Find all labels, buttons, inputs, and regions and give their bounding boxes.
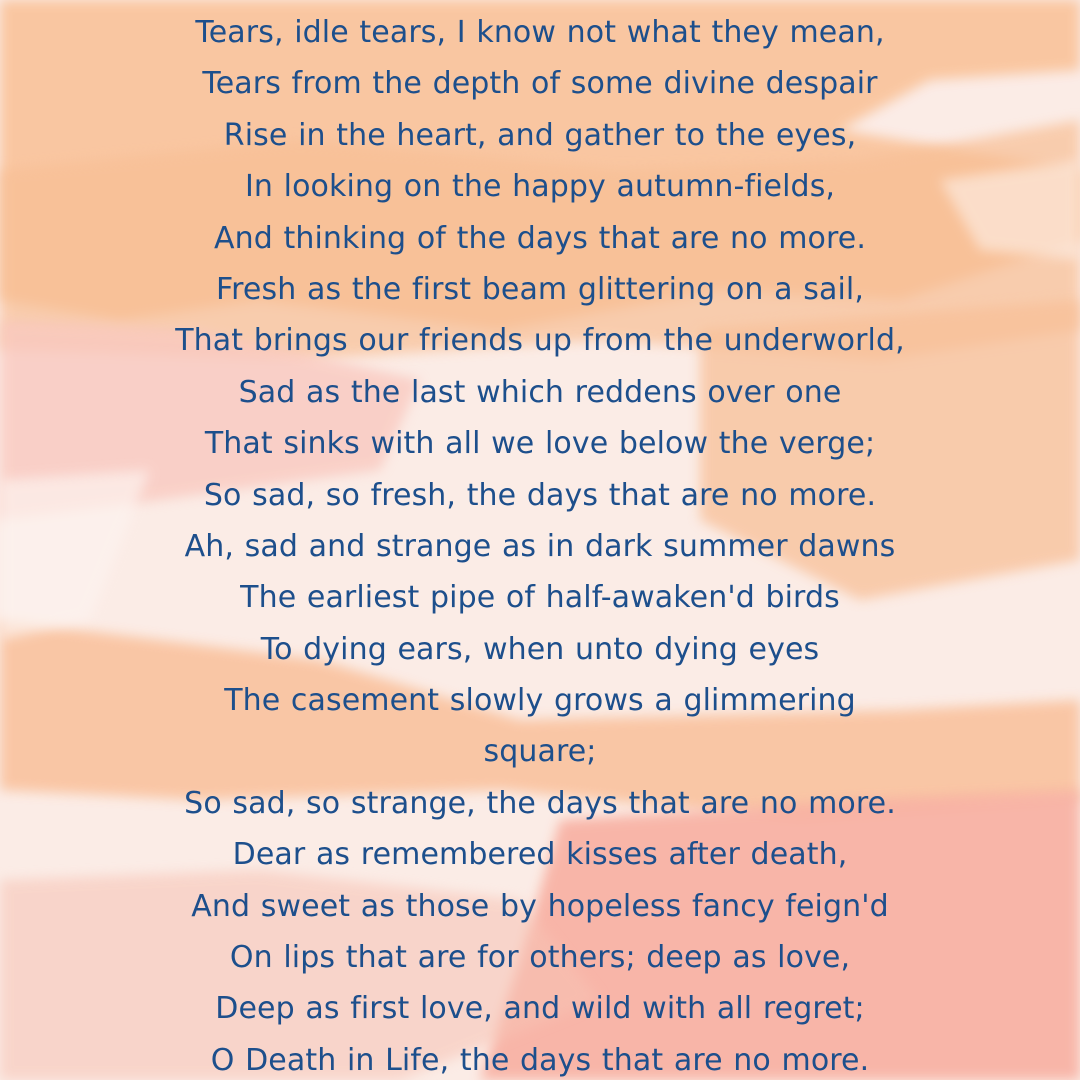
poem-line: O Death in Life, the days that are no more. — [210, 1042, 870, 1078]
poem-line: To dying ears, when unto dying eyes — [260, 631, 820, 667]
poem-line: In looking on the happy autumn-fields, — [244, 169, 836, 205]
poem-line: Rise in the heart, and gather to the eyes, — [223, 117, 857, 153]
poem-line: Tears from the depth of some divine despair — [202, 66, 878, 102]
poem-line: And sweet as those by hopeless fancy feign'd — [191, 888, 889, 924]
poem-line: And thinking of the days that are no more. — [214, 220, 866, 256]
poem-line: Deep as first love, and wild with all regret; — [215, 991, 865, 1027]
poem-line: That brings our friends up from the underworld, — [175, 323, 905, 359]
poem-line: On lips that are for others; deep as love, — [229, 940, 851, 976]
poem-line: The casement slowly grows a glimmering — [224, 683, 856, 719]
poem-line: So sad, so strange, the days that are no more. — [184, 785, 896, 821]
poem-line: So sad, so fresh, the days that are no more. — [203, 477, 877, 513]
poem-line: Tears, idle tears, I know not what they mean, — [195, 15, 885, 50]
poem-line: Fresh as the first beam glittering on a sail, — [215, 271, 864, 307]
poem-line: square; — [483, 734, 597, 770]
poem-line: Dear as remembered kisses after death, — [232, 837, 848, 873]
poem-line: Sad as the last which reddens over one — [238, 374, 842, 410]
poem-line: That sinks with all we love below the verge; — [204, 426, 876, 462]
poem-line: Ah, sad and strange as in dark summer dawns — [184, 528, 896, 564]
poem-line: The earliest pipe of half-awaken'd birds — [240, 580, 840, 616]
